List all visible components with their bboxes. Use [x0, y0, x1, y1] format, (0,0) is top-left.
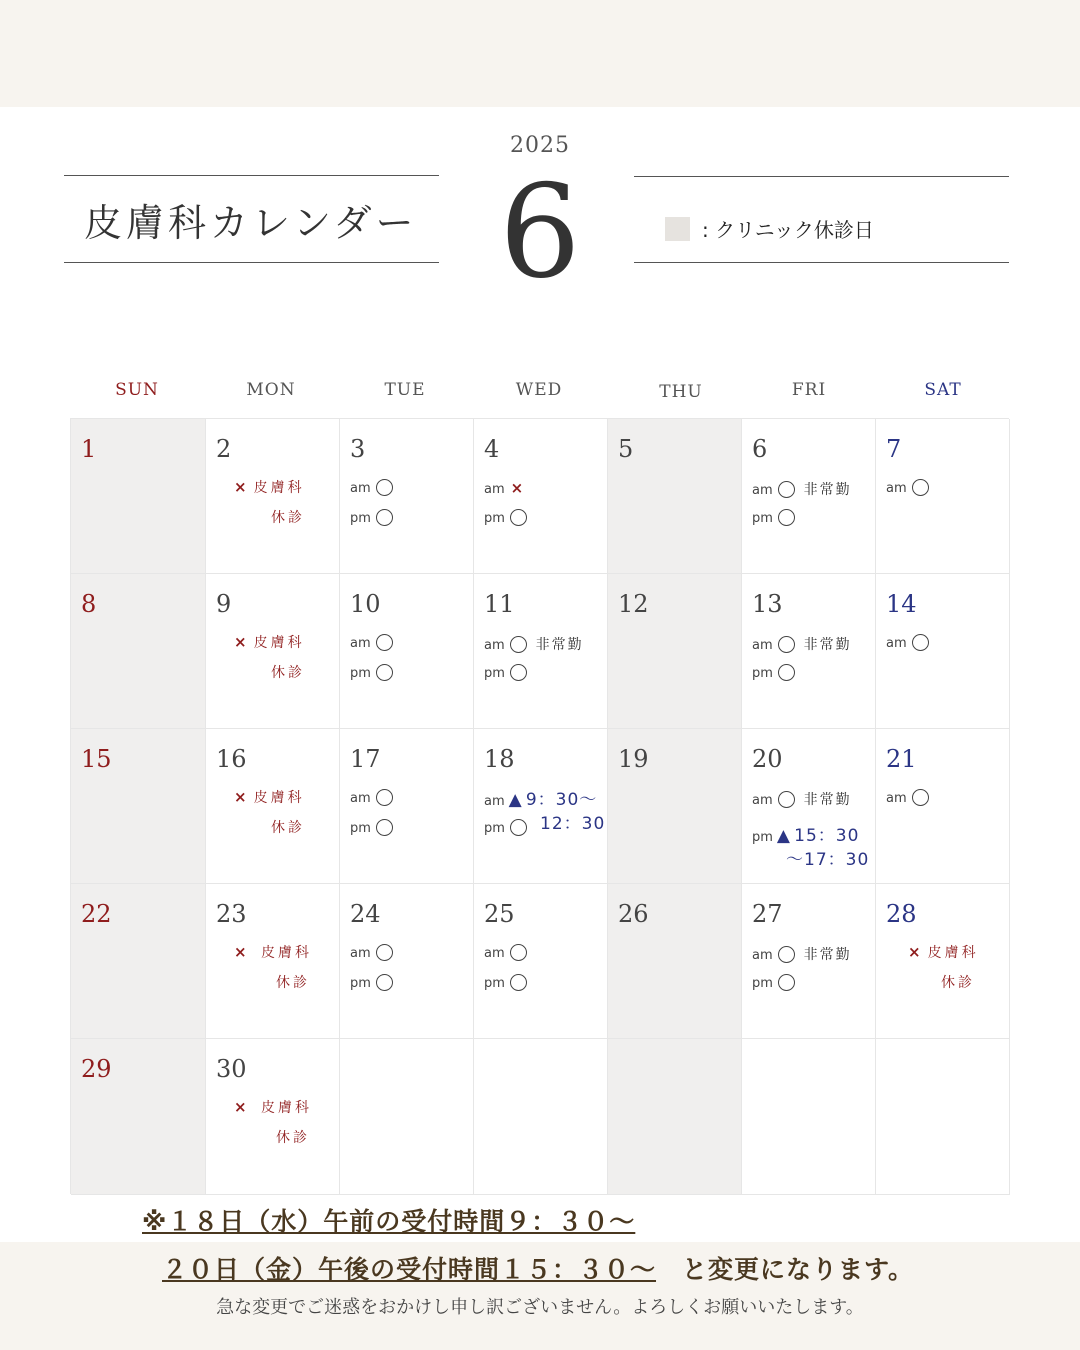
day-number: 14 [886, 590, 917, 618]
dermatology-closed-note: 休診 [271, 820, 305, 836]
open-circle-icon [912, 789, 929, 806]
am-slot: am 非常勤 [752, 637, 852, 653]
weekday-mon: MON [246, 380, 296, 400]
am-slot: am [350, 479, 393, 496]
open-circle-icon [778, 481, 795, 498]
day-number: 26 [618, 900, 649, 928]
weekday-fri: FRI [791, 380, 827, 400]
triangle-icon: ▲ [776, 826, 790, 846]
empty-cell [608, 1039, 742, 1195]
day-cell-4[interactable] [474, 419, 608, 574]
pm-slot: pm [484, 664, 527, 681]
dermatology-closed-note: 休診 [271, 665, 305, 681]
day-number: 18 [484, 745, 515, 773]
day-number: 2 [216, 435, 232, 463]
weekday-tue: TUE [384, 380, 426, 400]
day-number: 28 [886, 900, 917, 928]
day-cell-5[interactable] [608, 419, 742, 574]
notice-line-2 [162, 1250, 914, 1286]
pm-slot: pm [484, 974, 527, 991]
month-number: 6 [499, 158, 581, 307]
day-number: 8 [81, 590, 97, 618]
day-cell-24[interactable] [340, 884, 474, 1039]
day-number: 17 [350, 745, 381, 773]
pm-slot: pm [484, 509, 527, 526]
am-slot: am [886, 634, 929, 651]
open-circle-icon [778, 664, 795, 681]
dermatology-closed-note: × 皮膚科 [908, 943, 979, 961]
day-cell-20[interactable] [742, 729, 876, 884]
day-number: 27 [752, 900, 783, 928]
dermatology-closed-note: 休診 [271, 510, 305, 526]
open-circle-icon [510, 974, 527, 991]
top-band [0, 0, 1080, 107]
day-cell-2[interactable] [206, 419, 340, 574]
day-cell-22[interactable] [71, 884, 206, 1039]
closed-day-swatch [665, 217, 690, 241]
changed-time: 9：30〜 [525, 790, 598, 810]
open-circle-icon [376, 944, 393, 961]
day-cell-13[interactable] [742, 574, 876, 729]
open-circle-icon [912, 479, 929, 496]
am-slot: am 非常勤 [752, 792, 852, 808]
day-number: 1 [81, 435, 97, 463]
day-cell-30[interactable] [206, 1039, 340, 1195]
year-label: 2025 [510, 133, 570, 158]
day-cell-29[interactable] [71, 1039, 206, 1195]
am-slot: am 非常勤 [752, 947, 852, 963]
day-number: 11 [484, 590, 515, 618]
day-number: 24 [350, 900, 381, 928]
calendar-title: 皮膚科カレンダー [84, 200, 418, 245]
day-cell-10[interactable] [340, 574, 474, 729]
open-circle-icon [510, 819, 527, 836]
notice-line-2-rest: と変更になります。 [656, 1255, 915, 1284]
pm-slot: pm [484, 819, 527, 836]
apology-text: 急な変更でご迷惑をおかけし申し訳ございません。よろしくお願いいたします。 [216, 1297, 864, 1318]
day-number: 9 [216, 590, 232, 618]
day-number: 6 [752, 435, 768, 463]
am-slot: am [350, 634, 393, 651]
day-number: 23 [216, 900, 247, 928]
closed-x-icon: × [510, 479, 524, 497]
dermatology-closed-note: × 皮膚科 [234, 1098, 313, 1116]
day-number: 19 [618, 745, 649, 773]
am-slot: am [886, 789, 929, 806]
day-number: 30 [216, 1055, 247, 1083]
day-cell-17[interactable] [340, 729, 474, 884]
weekday-thu: THU [659, 382, 703, 402]
day-number: 12 [618, 590, 649, 618]
day-number: 3 [350, 435, 366, 463]
open-circle-icon [510, 664, 527, 681]
day-cell-8[interactable] [71, 574, 206, 729]
day-cell-26[interactable] [608, 884, 742, 1039]
open-circle-icon [510, 509, 527, 526]
triangle-icon: ▲ [508, 790, 522, 810]
changed-time: 12：30 [540, 814, 606, 834]
empty-cell [340, 1039, 474, 1195]
title-box [64, 175, 439, 263]
notice-line-2-underlined: ２０日（金）午後の受付時間１５：３０〜 [162, 1255, 657, 1284]
dermatology-closed-note: 休診 [276, 975, 310, 991]
weekday-wed: WED [515, 380, 563, 400]
weekday-sat: SAT [924, 380, 962, 400]
open-circle-icon [778, 636, 795, 653]
dermatology-closed-note: 休診 [276, 1130, 310, 1146]
empty-cell [876, 1039, 1010, 1195]
day-number: 20 [752, 745, 783, 773]
day-number: 22 [81, 900, 112, 928]
pm-slot: pm [752, 509, 795, 526]
pm-slot: pm [350, 664, 393, 681]
day-cell-19[interactable] [608, 729, 742, 884]
changed-time: 〜17：30 [786, 850, 870, 870]
open-circle-icon [778, 974, 795, 991]
dermatology-closed-note: × 皮膚科 [234, 633, 305, 651]
pm-slot: pm [752, 974, 795, 991]
pm-slot: pm [350, 509, 393, 526]
day-number: 13 [752, 590, 783, 618]
changed-time: 15：30 [794, 826, 860, 846]
am-slot: am [886, 479, 929, 496]
open-circle-icon [778, 509, 795, 526]
day-cell-11[interactable] [474, 574, 608, 729]
legend-label: : クリニック休診日 [702, 218, 874, 242]
day-cell-21[interactable] [876, 729, 1010, 884]
open-circle-icon [778, 946, 795, 963]
am-slot: am 非常勤 [484, 637, 584, 653]
day-cell-3[interactable] [340, 419, 474, 574]
day-cell-16[interactable] [206, 729, 340, 884]
day-number: 25 [484, 900, 515, 928]
legend [634, 176, 1009, 263]
open-circle-icon [376, 479, 393, 496]
day-cell-25[interactable] [474, 884, 608, 1039]
day-number: 5 [618, 435, 634, 463]
day-number: 16 [216, 745, 247, 773]
am-slot: am [350, 789, 393, 806]
open-circle-icon [376, 819, 393, 836]
pm-slot: pm [350, 819, 393, 836]
empty-cell [742, 1039, 876, 1195]
day-cell-9[interactable] [206, 574, 340, 729]
open-circle-icon [912, 634, 929, 651]
day-cell-14[interactable] [876, 574, 1010, 729]
am-slot: am ▲ 9：30〜 [484, 790, 598, 810]
open-circle-icon [778, 791, 795, 808]
day-cell-15[interactable] [71, 729, 206, 884]
notice-line-1: ※１８日（水）午前の受付時間９：３０〜 [142, 1207, 636, 1236]
day-number: 4 [484, 435, 500, 463]
calendar-grid [70, 418, 1009, 1194]
open-circle-icon [376, 509, 393, 526]
pm-slot: pm ▲ 15：30 [752, 826, 860, 846]
dermatology-closed-note: × 皮膚科 [234, 478, 305, 496]
open-circle-icon [376, 974, 393, 991]
day-number: 10 [350, 590, 381, 618]
day-cell-27[interactable] [742, 884, 876, 1039]
open-circle-icon [376, 664, 393, 681]
day-cell-12[interactable] [608, 574, 742, 729]
am-slot: am [484, 944, 527, 961]
day-cell-6[interactable] [742, 419, 876, 574]
dermatology-closed-note: × 皮膚科 [234, 943, 313, 961]
day-number: 29 [81, 1055, 112, 1083]
day-number: 15 [81, 745, 112, 773]
day-cell-18[interactable] [474, 729, 608, 884]
weekday-sun: SUN [115, 380, 159, 400]
day-number: 7 [886, 435, 902, 463]
open-circle-icon [376, 789, 393, 806]
open-circle-icon [510, 944, 527, 961]
am-slot: am [350, 944, 393, 961]
dermatology-closed-note: × 皮膚科 [234, 788, 305, 806]
pm-slot: pm [752, 664, 795, 681]
am-slot: am 非常勤 [752, 482, 852, 498]
empty-cell [474, 1039, 608, 1195]
pm-slot: pm [350, 974, 393, 991]
weekday-header [70, 380, 1009, 410]
day-cell-28[interactable] [876, 884, 1010, 1039]
am-slot: am × [484, 479, 524, 497]
open-circle-icon [510, 636, 527, 653]
dermatology-closed-note: 休診 [941, 975, 975, 991]
day-cell-23[interactable] [206, 884, 340, 1039]
day-cell-7[interactable] [876, 419, 1010, 574]
day-cell-1[interactable] [71, 419, 206, 574]
open-circle-icon [376, 634, 393, 651]
day-number: 21 [886, 745, 917, 773]
